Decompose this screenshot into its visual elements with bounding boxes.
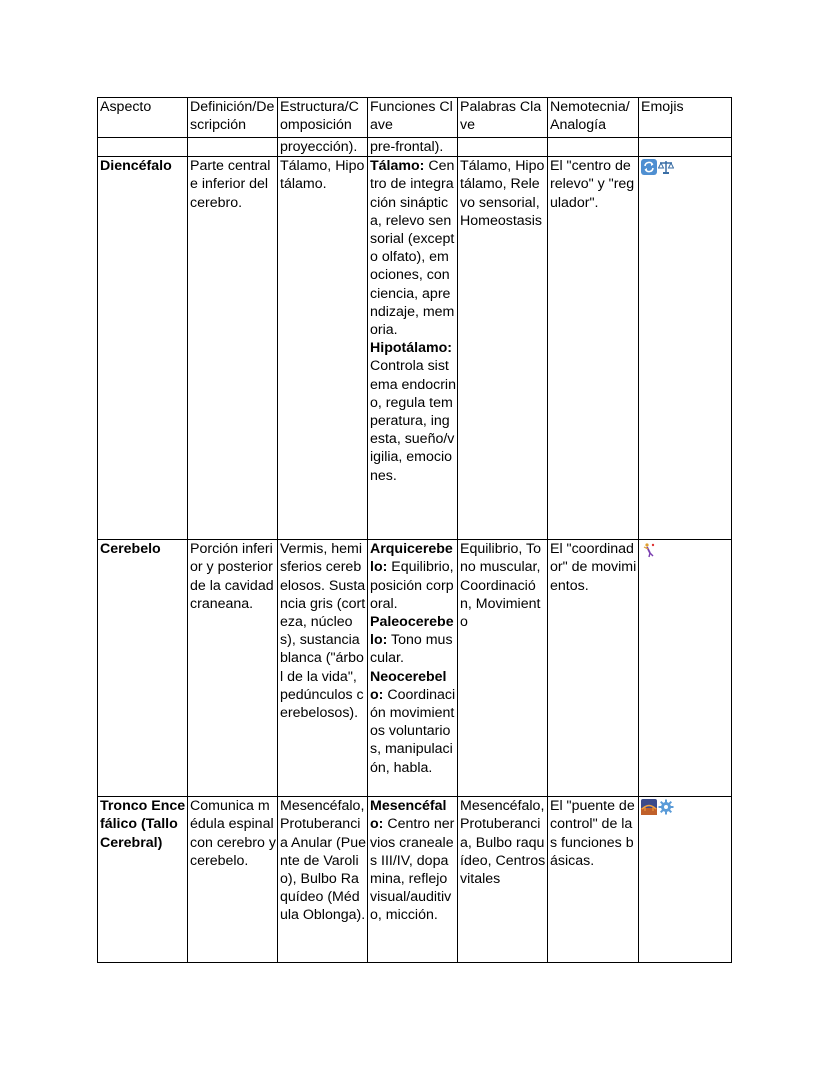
table-row [98, 157, 732, 540]
funcion-text: Centro nervios craneales III/IV, dopamina, reflejo visual/auditivo, micción. [370, 816, 455, 924]
header-estructura: Estructura/Composición [278, 98, 368, 138]
brain-structures-table [97, 97, 732, 963]
table-row [98, 540, 732, 797]
funcion-text: Controla sistema endocrino, regula temperatura, ingesta, sueño/vigilia, emociones. [370, 358, 456, 484]
header-definicion: Definición/Descripción [188, 98, 278, 138]
palabras-cell: Tálamo, Hipotálamo, Relevo sensorial, Homeostasis [458, 157, 548, 540]
bridge-at-night-icon [641, 799, 657, 815]
arrows-cycle-icon [641, 159, 657, 175]
gear-icon [658, 799, 674, 815]
cont-nemotecnia [548, 138, 639, 157]
palabras-cell: Mesencéfalo, Protuberancia, Bulbo raquídeo, Centros vitales [458, 797, 548, 963]
emojis-cell [639, 157, 732, 540]
funciones-cell [368, 540, 458, 797]
table-row [98, 797, 732, 963]
estructura-cell: Vermis, hemisferios cerebelosos. Sustancia gris (corteza, núcleos), sustancia blanca ("árbol de la vida", pedúnculos cerebelosos). [278, 540, 368, 797]
funcion-label: Hipotálamo: [370, 340, 452, 357]
funcion-label: Paleocerebelo: [370, 614, 454, 649]
nemotecnia-cell: El "centro de relevo" y "regulador". [548, 157, 639, 540]
funcion-label: Tálamo: [370, 158, 425, 175]
header-funciones: Funciones Clave [368, 98, 458, 138]
balance-scale-icon [658, 159, 674, 175]
cont-funciones: pre-frontal). [368, 138, 458, 157]
cont-palabras [458, 138, 548, 157]
funciones-cell [368, 797, 458, 963]
definicion-cell: Parte central e inferior del cerebro. [188, 157, 278, 540]
funciones-cell [368, 157, 458, 540]
definicion-cell: Comunica médula espinal con cerebro y cerebelo. [188, 797, 278, 963]
cont-emojis [639, 138, 732, 157]
funcion-label: Arquicerebelo: [370, 541, 453, 576]
estructura-cell: Tálamo, Hipotálamo. [278, 157, 368, 540]
emojis-cell [639, 540, 732, 797]
aspecto-cell: Cerebelo [98, 540, 188, 797]
cont-estructura: proyección). [278, 138, 368, 157]
header-palabras: Palabras Clave [458, 98, 548, 138]
aspecto-cell: Diencéfalo [98, 157, 188, 540]
estructura-cell: Mesencéfalo, Protuberancia Anular (Puente de Varolio), Bulbo Raquídeo (Médula Oblonga). [278, 797, 368, 963]
aspecto-cell: Tronco Encefálico (Tallo Cerebral) [98, 797, 188, 963]
header-row [98, 98, 732, 138]
header-nemotecnia: Nemotecnia/ Analogía [548, 98, 639, 138]
cont-aspecto [98, 138, 188, 157]
funcion-text: Tono muscular. [370, 632, 453, 667]
funcion-text: Coordinación movimientos voluntarios, manipulación, habla. [370, 686, 456, 776]
definicion-cell: Porción inferior y posterior de la cavidad craneana. [188, 540, 278, 797]
emojis-cell [639, 797, 732, 963]
header-aspecto: Aspecto [98, 98, 188, 138]
funcion-label: Mesencéfalo: [370, 798, 447, 833]
juggler-icon [641, 542, 657, 558]
continuation-row [98, 138, 732, 157]
funcion-text: Equilibrio, posición corporal. [370, 559, 454, 612]
nemotecnia-cell: El "coordinador" de movimientos. [548, 540, 639, 797]
funcion-label: Neocerebelo: [370, 668, 447, 703]
palabras-cell: Equilibrio, Tono muscular, Coordinación, Movimiento [458, 540, 548, 797]
cont-definicion [188, 138, 278, 157]
nemotecnia-cell: El "puente de control" de las funciones básicas. [548, 797, 639, 963]
funcion-text: Centro de integración sináptica, relevo sensorial (excepto olfato), emociones, conciencia, aprendizaje, memoria. [370, 158, 455, 339]
header-emojis: Emojis [639, 98, 732, 138]
